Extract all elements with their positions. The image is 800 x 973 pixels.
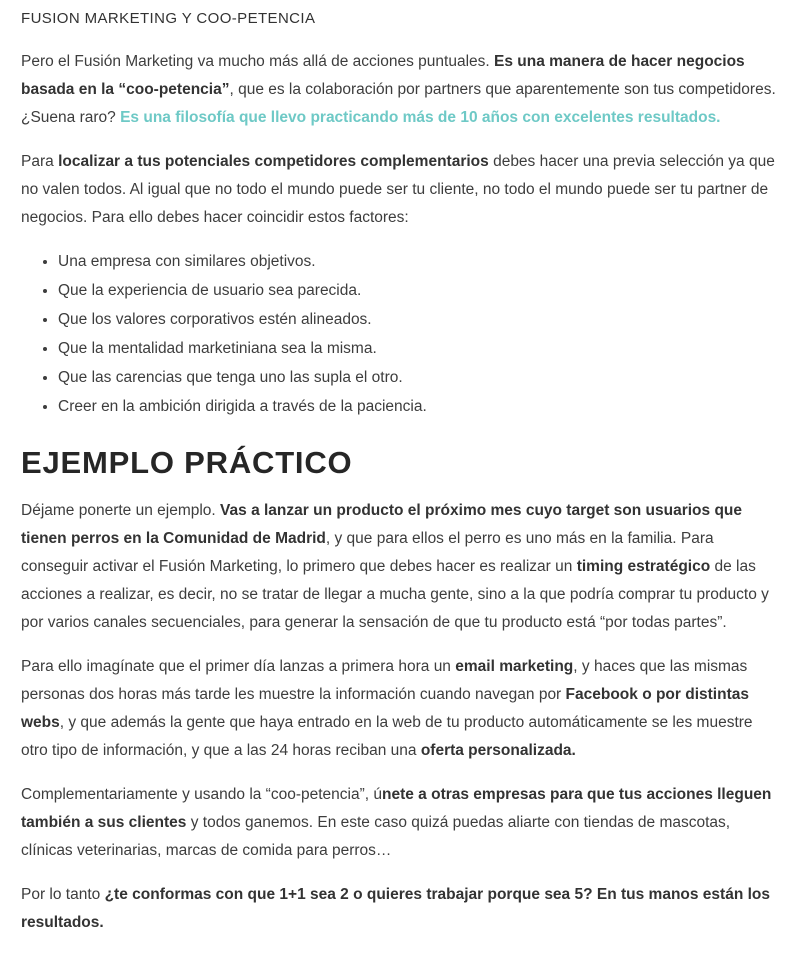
text-run: y todos ganemos. En este caso quizá puedas aliarte con tiendas de mascotas, clínicas veterinarias, marcas de comida para perros… — [21, 814, 731, 859]
text-run: debes hacer una previa selección ya que no valen todos. Al igual que no todo el mundo puede ser tu cliente, no todo el mundo puede ser tu partner de negocios. Para ello debes hacer coincidir estos factores: — [21, 153, 775, 226]
paragraph-intro — [21, 48, 778, 132]
text-run-bold: timing estratégico — [576, 558, 711, 575]
text-run-bold: localizar a tus potenciales competidores complementarios — [58, 153, 489, 170]
section-heading-ejemplo-practico: EJEMPLO PRÁCTICO — [21, 445, 353, 480]
text-run: Para — [21, 153, 59, 170]
article-kicker: FUSION MARKETING Y COO-PETENCIA — [21, 10, 316, 27]
factors-list — [21, 248, 778, 421]
paragraph-localizar — [21, 148, 778, 232]
text-run-bold: Facebook o por distintas webs — [21, 686, 749, 731]
list-item: • Una empresa con similares objetivos. — [58, 248, 778, 276]
philosophy-link[interactable]: Es una filosofía que llevo practicando más de 10 años con excelentes resultados. — [120, 109, 721, 126]
text-run: , y que además la gente que haya entrado en la web de tu producto automáticamente se les muestre otro tipo de información, y que a las 24 horas reciban una — [21, 714, 753, 759]
text-run-bold: Vas a lanzar un producto el próximo mes cuyo target son usuarios que tienen perros en la Comunidad de Madrid — [21, 502, 743, 547]
text-run: , y que para ellos el perro es uno más en la familia. Para conseguir activar el Fusión Marketing, lo primero que debes hacer es realizar un — [21, 530, 714, 575]
paragraph-canales — [21, 653, 778, 765]
text-run: Para ello imagínate que el primer día lanzas a primera hora un — [21, 658, 456, 675]
text-run: , y haces que las mismas personas dos horas más tarde les muestre la información cuando navegan por — [21, 658, 748, 703]
paragraph-ejemplo — [21, 497, 778, 637]
list-item: • Que las carencias que tenga uno las supla el otro. — [58, 364, 778, 392]
text-run-bold: Es una manera de hacer negocios basada en la “coo-petencia” — [21, 53, 745, 98]
text-run: Pero el Fusión Marketing va mucho más allá de acciones puntuales. — [21, 53, 494, 70]
text-run-bold: oferta personalizada. — [420, 742, 576, 759]
list-item: • Que los valores corporativos estén alineados. — [58, 306, 778, 334]
text-run: de las acciones a realizar, es decir, no se tratar de llegar a mucha gente, sino a la que podría comprar tu producto y por varios canales secuenciales, para generar la sensación de que tu producto está “por todas partes”. — [21, 558, 769, 631]
list-item: • Creer en la ambición dirigida a través de la paciencia. — [58, 393, 778, 421]
list-item: • Que la experiencia de usuario sea parecida. — [58, 277, 778, 305]
text-run: Complementariamente y usando la “coo-petencia”, ú — [21, 786, 382, 803]
list-item: • Que la mentalidad marketiniana sea la misma. — [58, 335, 778, 363]
paragraph-coopetencia — [21, 781, 778, 865]
text-run-bold: nete a otras empresas para que tus acciones lleguen también a sus clientes — [21, 786, 772, 831]
text-run: Déjame ponerte un ejemplo. — [21, 502, 221, 519]
text-run-bold: ¿te conformas con que 1+1 sea 2 o quieres trabajar porque sea 5? En tus manos están los resultados. — [21, 886, 771, 931]
paragraph-conclusion — [21, 881, 778, 937]
text-run: , que es la colaboración por partners que aparentemente son tus competidores. ¿Suena raro? — [21, 81, 776, 126]
text-run: Por lo tanto — [21, 886, 105, 903]
text-run-bold: email marketing — [455, 658, 574, 675]
